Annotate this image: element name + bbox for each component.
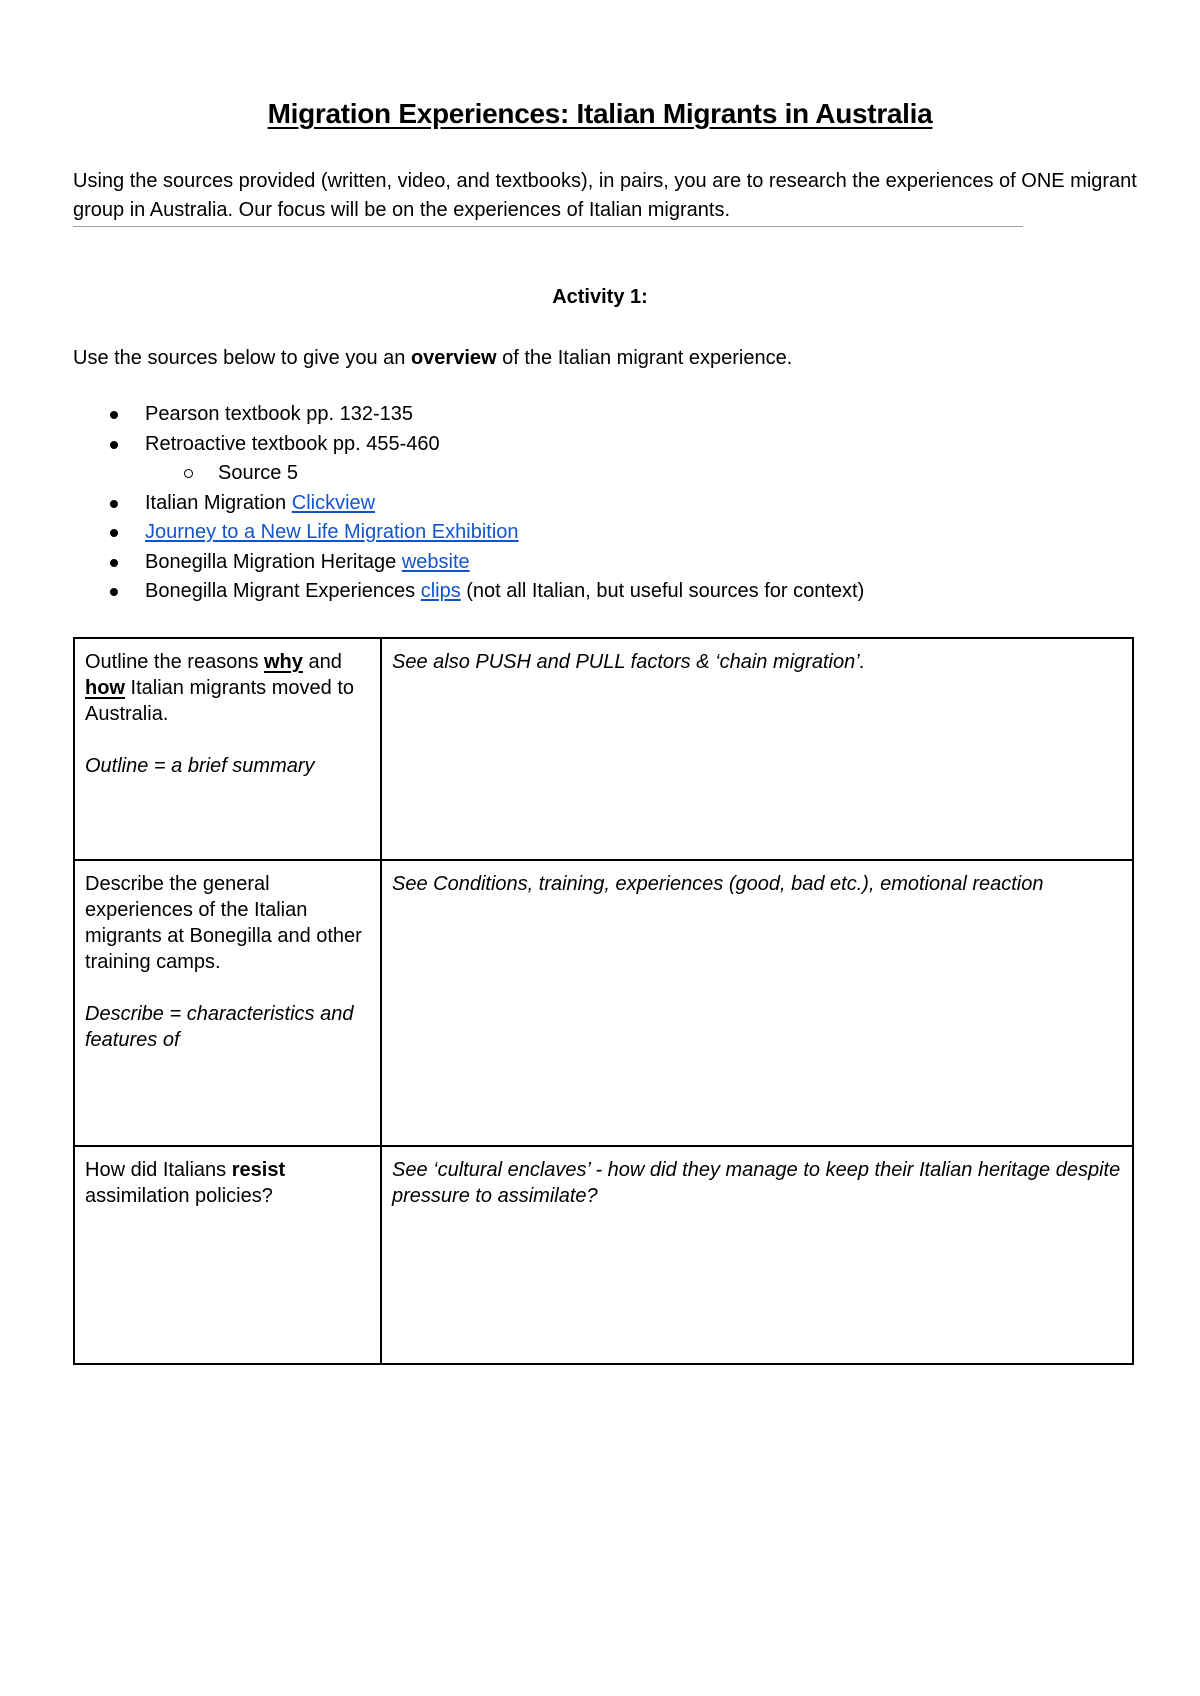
bullet-icon xyxy=(110,559,118,567)
instruction-text-start: Use the sources below to give you an xyxy=(73,347,411,369)
instruction-emphasis: overview xyxy=(410,347,497,369)
bullet-icon xyxy=(110,411,118,419)
definition-text: Outline = a brief summary xyxy=(85,755,315,777)
list-item xyxy=(73,548,1153,578)
source-text: Pearson textbook pp. 132-135 xyxy=(145,403,413,425)
instruction-text xyxy=(73,344,792,372)
exhibition-link[interactable]: Journey to a New Life Migration Exhibition xyxy=(145,521,519,543)
source-text: Retroactive textbook pp. 455-460 xyxy=(145,432,440,455)
table-row xyxy=(74,1146,1133,1364)
list-item xyxy=(73,577,1153,607)
list-item xyxy=(73,518,1153,548)
question-text: Describe the general experiences of the Italian migrants at Bonegilla and other training camps. xyxy=(85,873,362,973)
bullet-icon xyxy=(110,588,118,596)
hint-text: See ‘cultural enclaves’ - how did they manage to keep their Italian heritage despite pressure to assimilate? xyxy=(392,1159,1121,1207)
list-item xyxy=(73,459,1153,489)
question-text: and xyxy=(302,651,342,673)
spacer xyxy=(85,727,370,753)
question-text: How did Italians xyxy=(85,1159,232,1181)
source-text: Source 5 xyxy=(218,462,299,484)
question-cell xyxy=(74,1146,381,1364)
bullet-icon xyxy=(110,500,118,508)
bullet-icon xyxy=(110,529,118,537)
answer-cell[interactable] xyxy=(381,1146,1133,1364)
list-item xyxy=(73,400,1153,430)
website-link[interactable]: website xyxy=(401,550,470,573)
table-row xyxy=(74,638,1133,860)
hint-text: See also PUSH and PULL factors & ‘chain migration’. xyxy=(392,651,866,673)
hollow-bullet-icon xyxy=(184,469,193,478)
source-text: Bonegilla Migration Heritage xyxy=(145,550,402,573)
definition-text: Describe = characteristics and features of xyxy=(85,1003,354,1051)
answer-cell[interactable] xyxy=(381,860,1133,1146)
table-row xyxy=(74,860,1133,1146)
source-text: Italian Migration xyxy=(145,491,292,514)
clips-link[interactable]: clips xyxy=(420,580,461,602)
list-item xyxy=(73,430,1153,460)
question-cell xyxy=(74,860,381,1146)
intro-paragraph: Using the sources provided (written, video, and textbooks), in pairs, you are to research the experiences of ONE migrant group in Australia. Our focus will be on the experiences of Italian migrants. xyxy=(73,170,1137,221)
question-text: assimilation policies? xyxy=(85,1185,273,1207)
activity-heading: Activity 1: xyxy=(552,286,648,308)
source-text: Bonegilla Migrant Experiences xyxy=(145,580,421,602)
answer-cell[interactable] xyxy=(381,638,1133,860)
document-title: Migration Experiences: Italian Migrants in Australia xyxy=(267,98,933,129)
sources-list xyxy=(73,400,1153,607)
question-emphasis-why: why xyxy=(264,651,303,673)
list-item xyxy=(73,489,1153,519)
instruction-text-end: of the Italian migrant experience. xyxy=(496,347,793,369)
intro-divider xyxy=(73,226,1023,227)
question-text: Italian migrants moved to Australia. xyxy=(85,677,354,725)
hint-text: See Conditions, training, experiences (good, bad etc.), emotional reaction xyxy=(392,873,1044,895)
activity-table xyxy=(73,637,1134,1365)
spacer xyxy=(85,975,370,1001)
question-emphasis-how: how xyxy=(85,677,125,699)
question-emphasis-resist: resist xyxy=(231,1159,286,1181)
source-note: (not all Italian, but useful sources for context) xyxy=(460,580,865,602)
bullet-icon xyxy=(110,441,118,449)
question-cell xyxy=(74,638,381,860)
clickview-link[interactable]: Clickview xyxy=(291,491,376,514)
question-text: Outline the reasons xyxy=(85,651,264,673)
